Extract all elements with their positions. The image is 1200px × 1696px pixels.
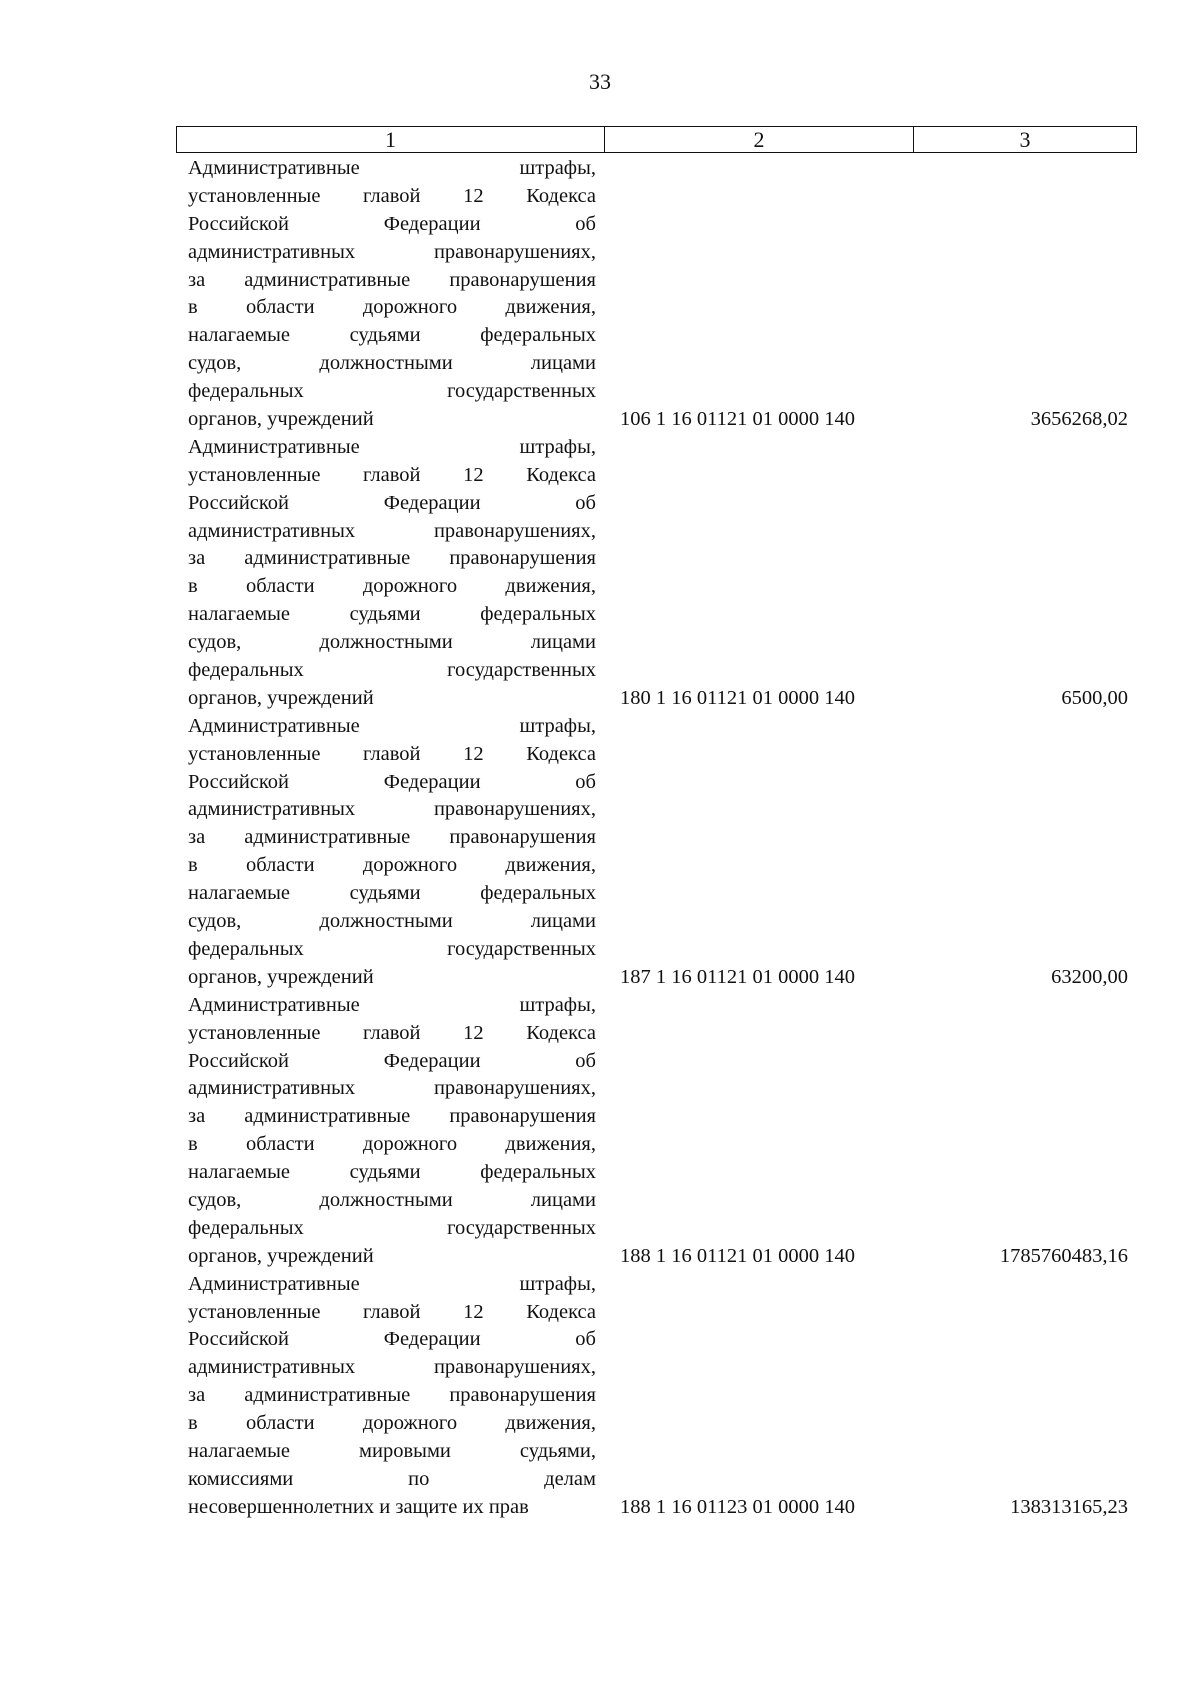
description-line: органов, учреждений (188, 1244, 374, 1267)
description-line: установленные главой 12 Кодекса (188, 463, 596, 486)
row-description (188, 434, 596, 713)
description-line: административных правонарушениях, (188, 1356, 596, 1379)
description-line: Административные штрафы, (188, 714, 596, 737)
table-body (0, 155, 1200, 1522)
amount-value: 138313165,23 (1010, 1495, 1128, 1518)
amount-value: 6500,00 (1061, 686, 1128, 709)
description-line: судов, должностными лицами (188, 910, 596, 933)
row-description (188, 155, 596, 434)
table-header-col-3: 3 (1019, 127, 1031, 152)
description-line: федеральных государственных (188, 659, 596, 682)
description-line: за административные правонарушения (188, 1105, 596, 1128)
budget-code: 187 1 16 01121 01 0000 140 (620, 965, 855, 988)
description-line: установленные главой 12 Кодекса (188, 184, 596, 207)
budget-code: 188 1 16 01123 01 0000 140 (620, 1495, 855, 1518)
description-line: налагаемые судьями федеральных (188, 1161, 596, 1184)
description-line: Российской Федерации об (188, 491, 596, 514)
description-line: установленные главой 12 Кодекса (188, 1021, 596, 1044)
description-line: Административные штрафы, (188, 157, 596, 179)
table-row (0, 1271, 1200, 1522)
table-row (0, 434, 1200, 713)
description-line: за административные правонарушения (188, 1384, 596, 1407)
description-line: налагаемые судьями федеральных (188, 324, 596, 347)
description-line: налагаемые судьями федеральных (188, 603, 596, 626)
description-line: судов, должностными лицами (188, 352, 596, 375)
description-line: в области дорожного движения, (188, 854, 596, 877)
description-line: установленные главой 12 Кодекса (188, 1300, 596, 1323)
description-line: Административные штрафы, (188, 435, 596, 458)
description-line: органов, учреждений (188, 686, 374, 709)
description-line: установленные главой 12 Кодекса (188, 742, 596, 765)
table-row (0, 155, 1200, 434)
description-line: федеральных государственных (188, 380, 596, 403)
description-line: Российской Федерации об (188, 1049, 596, 1072)
amount-value: 63200,00 (1051, 965, 1128, 988)
description-line: органов, учреждений (188, 965, 374, 988)
description-line: за административные правонарушения (188, 826, 596, 849)
row-description (188, 713, 596, 992)
description-line: несовершеннолетних и защите их прав (188, 1495, 529, 1518)
amount-value: 3656268,02 (1030, 408, 1128, 430)
description-line: административных правонарушениях, (188, 1077, 596, 1100)
table-row (0, 992, 1200, 1271)
table-header-col-2: 2 (605, 127, 914, 152)
description-line: судов, должностными лицами (188, 1188, 596, 1211)
budget-code: 106 1 16 01121 01 0000 140 (620, 408, 855, 430)
table-header-col-1: 1 (177, 127, 605, 152)
description-line: федеральных государственных (188, 937, 596, 960)
description-line: Административные штрафы, (188, 993, 596, 1016)
description-line: за административные правонарушения (188, 547, 596, 570)
description-line: в области дорожного движения, (188, 1412, 596, 1435)
budget-code: 188 1 16 01121 01 0000 140 (620, 1244, 855, 1267)
description-line: в области дорожного движения, (188, 296, 596, 319)
table-header-row (176, 126, 1137, 153)
description-line: за административные правонарушения (188, 268, 596, 291)
description-line: Административные штрафы, (188, 1272, 596, 1295)
description-line: органов, учреждений (188, 408, 374, 431)
description-line: налагаемые судьями федеральных (188, 882, 596, 905)
description-line: федеральных государственных (188, 1216, 596, 1239)
page-number: 33 (589, 69, 611, 94)
description-line: Российской Федерации об (188, 212, 596, 235)
description-line: Российской Федерации об (188, 1328, 596, 1351)
budget-code: 180 1 16 01121 01 0000 140 (620, 686, 855, 709)
description-line: судов, должностными лицами (188, 631, 596, 654)
amount-value: 1785760483,16 (999, 1244, 1128, 1267)
description-line: комиссиями по делам (188, 1467, 596, 1490)
description-line: Российской Федерации об (188, 770, 596, 793)
row-description (188, 1271, 596, 1522)
description-line: налагаемые мировыми судьями, (188, 1439, 596, 1462)
row-description (188, 992, 596, 1271)
description-line: в области дорожного движения, (188, 1133, 596, 1156)
description-line: в области дорожного движения, (188, 575, 596, 598)
table-row (0, 713, 1200, 992)
description-line: административных правонарушениях, (188, 519, 596, 542)
description-line: административных правонарушениях, (188, 798, 596, 821)
description-line: административных правонарушениях, (188, 240, 596, 263)
